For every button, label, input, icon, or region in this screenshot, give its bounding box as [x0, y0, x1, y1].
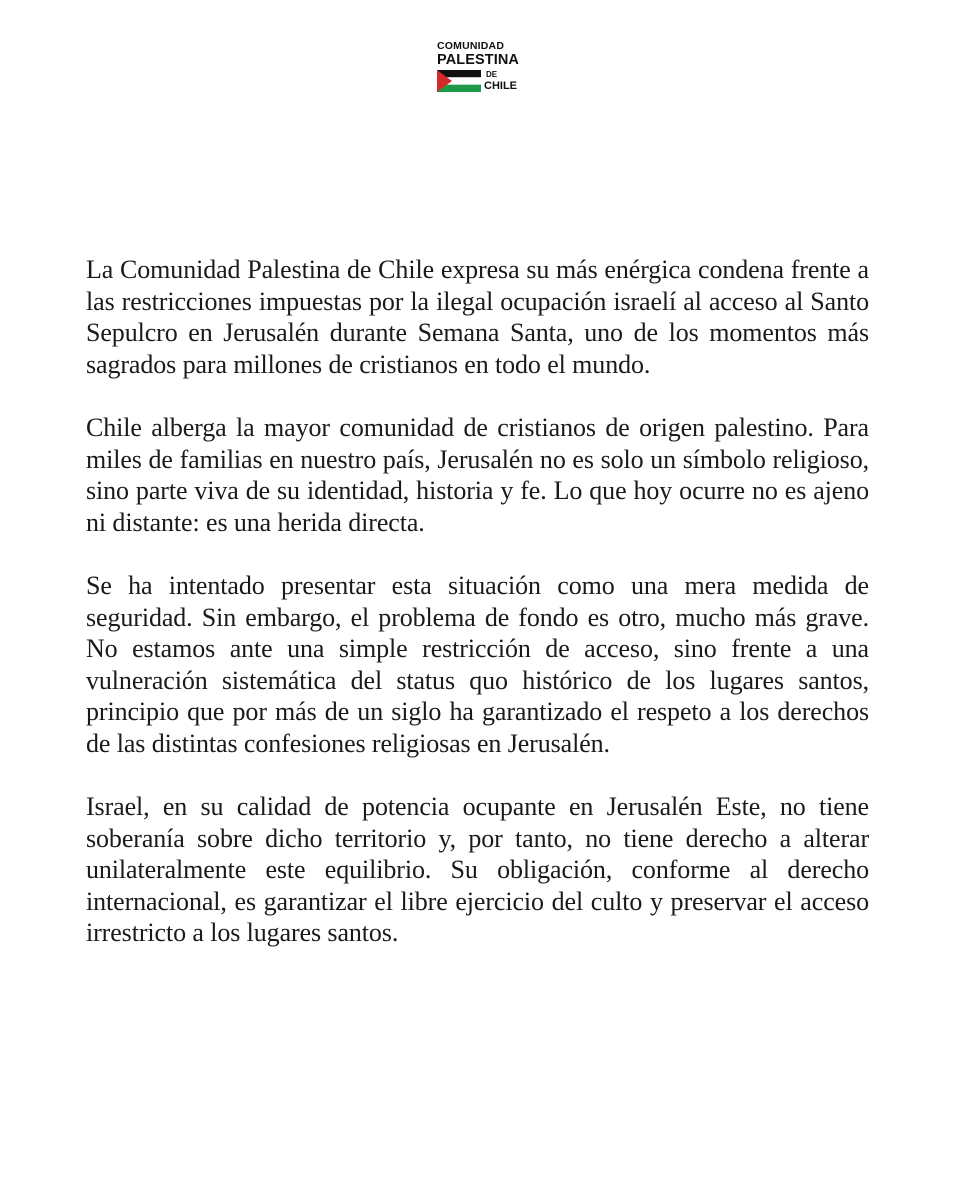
logo-text-palestina: PALESTINA: [437, 52, 519, 68]
palestine-flag-icon: [437, 70, 481, 92]
logo-text-chile: CHILE: [484, 80, 517, 92]
statement-paragraph-1: La Comunidad Palestina de Chile expresa su más enérgica condena frente a las restricciones impuestas por la ilegal ocupación israelí al acceso al Santo Sepulcro en Jerusalén durante Semana Santa, uno de los momentos más sagrados para millones de cristianos en todo el mundo.: [86, 255, 869, 379]
statement-body: [86, 254, 869, 981]
statement-paragraph-2: Chile alberga la mayor comunidad de cristianos de origen palestino. Para miles de familias en nuestro país, Jerusalén no es solo un símbolo religioso, sino parte viva de su identidad, historia y fe. Lo que hoy ocurre no es ajeno ni distante: es una herida directa.: [86, 413, 869, 537]
logo-text-de: DE: [486, 70, 498, 79]
statement-paragraph-3: Se ha intentado presentar esta situación como una mera medida de seguridad. Sin embargo, el problema de fondo es otro, mucho más grave. No estamos ante una simple restricción de acceso, sino frente a una vulneración sistemática del status quo histórico de los lugares santos, principio que por más de un siglo ha garantizado el respeto a los derechos de las distintas confesiones religiosas en Jerusalén.: [86, 571, 869, 758]
logo-text-comunidad: COMUNIDAD: [437, 40, 505, 52]
statement-paragraph-4: Israel, en su calidad de potencia ocupante en Jerusalén Este, no tiene soberanía sobre dicho territorio y, por tanto, no tiene derecho a alterar unilateralmente este equilibrio. Su obligación, conforme al derecho internacional, es garantizar el libre ejercicio del culto y preservar el acceso irrestricto a los lugares santos.: [86, 792, 869, 947]
organization-logo: [437, 40, 527, 96]
